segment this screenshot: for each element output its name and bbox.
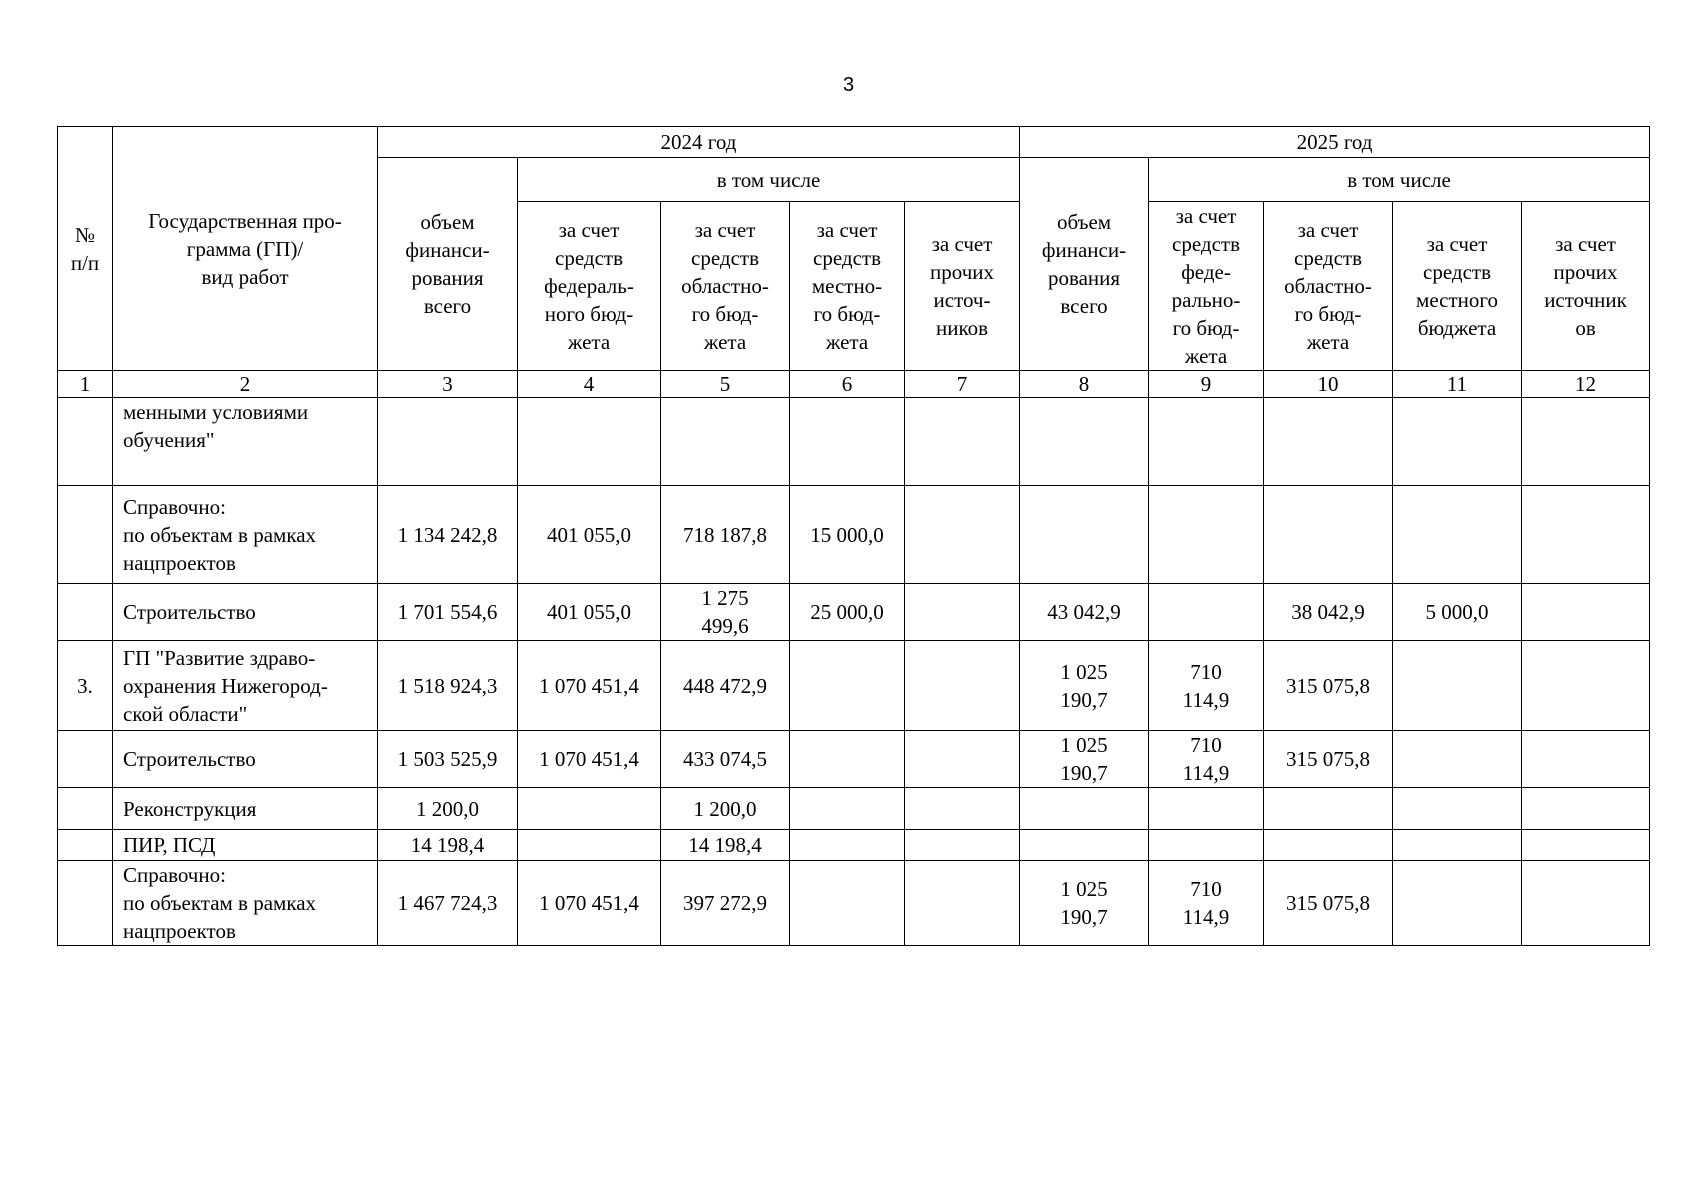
cell-2024-other	[905, 486, 1020, 584]
row-number	[58, 830, 113, 861]
cell-2025-other	[1522, 486, 1650, 584]
header-year-2024: 2024 год	[378, 127, 1020, 158]
row-name: Строительство	[113, 584, 378, 641]
col-number: 11	[1393, 371, 1522, 398]
header-2024-total: объем финанси- рования всего	[378, 158, 518, 371]
header-2025-incl: в том числе	[1149, 158, 1650, 202]
row-name: Справочно: по объектам в рамках нацпроектов	[113, 861, 378, 946]
col-number: 8	[1020, 371, 1149, 398]
row-number	[58, 584, 113, 641]
col-number: 5	[661, 371, 790, 398]
cell-2024-local: 25 000,0	[790, 584, 905, 641]
header-2025-total: объем финанси- рования всего	[1020, 158, 1149, 371]
cell-2025-total	[1020, 830, 1149, 861]
cell-2024-other	[905, 830, 1020, 861]
table-row	[58, 731, 1650, 788]
cell-2024-other	[905, 788, 1020, 830]
cell-2024-local	[790, 641, 905, 731]
cell-2024-total: 1 467 724,3	[378, 861, 518, 946]
col-number: 12	[1522, 371, 1650, 398]
cell-2025-local	[1393, 830, 1522, 861]
cell-2025-local	[1393, 731, 1522, 788]
cell-2025-total: 1 025 190,7	[1020, 861, 1149, 946]
header-year-2025: 2025 год	[1020, 127, 1650, 158]
table-row	[58, 398, 1650, 486]
col-number: 2	[113, 371, 378, 398]
cell-2025-regional: 315 075,8	[1264, 861, 1393, 946]
cell-2025-federal	[1149, 788, 1264, 830]
header-2024-incl: в том числе	[518, 158, 1020, 202]
cell-2024-regional: 448 472,9	[661, 641, 790, 731]
table-row	[58, 584, 1650, 641]
cell-2024-regional: 718 187,8	[661, 486, 790, 584]
cell-2024-local	[790, 861, 905, 946]
cell-2025-federal	[1149, 486, 1264, 584]
cell-2025-federal: 710 114,9	[1149, 731, 1264, 788]
table-row	[58, 788, 1650, 830]
page-number: 3	[842, 74, 855, 96]
cell-2024-other	[905, 641, 1020, 731]
header-col-name: Государственная про- грамма (ГП)/ вид работ	[113, 127, 378, 371]
cell-2025-federal: 710 114,9	[1149, 641, 1264, 731]
row-name: Реконструкция	[113, 788, 378, 830]
cell-2025-local	[1393, 641, 1522, 731]
row-number	[58, 398, 113, 486]
col-number: 4	[518, 371, 661, 398]
row-name: Строительство	[113, 731, 378, 788]
cell-2025-regional: 38 042,9	[1264, 584, 1393, 641]
cell-2025-federal	[1149, 398, 1264, 486]
row-number	[58, 788, 113, 830]
cell-2025-total: 1 025 190,7	[1020, 641, 1149, 731]
cell-2025-total	[1020, 788, 1149, 830]
col-number: 1	[58, 371, 113, 398]
row-number: 3.	[58, 641, 113, 731]
cell-2025-federal: 710 114,9	[1149, 861, 1264, 946]
cell-2024-federal: 1 070 451,4	[518, 731, 661, 788]
col-number: 3	[378, 371, 518, 398]
header-2024-local: за счет средств местно- го бюд- жета	[790, 202, 905, 371]
cell-2024-regional	[661, 398, 790, 486]
row-name: ПИР, ПСД	[113, 830, 378, 861]
cell-2025-other	[1522, 731, 1650, 788]
header-2025-local: за счет средств местного бюджета	[1393, 202, 1522, 371]
cell-2025-regional	[1264, 398, 1393, 486]
row-name: Справочно: по объектам в рамках нацпроектов	[113, 486, 378, 584]
row-number	[58, 486, 113, 584]
cell-2025-regional: 315 075,8	[1264, 641, 1393, 731]
header-2024-other: за счет прочих источ- ников	[905, 202, 1020, 371]
cell-2024-other	[905, 584, 1020, 641]
cell-2024-local	[790, 830, 905, 861]
cell-2025-total: 43 042,9	[1020, 584, 1149, 641]
cell-2024-local	[790, 398, 905, 486]
cell-2024-other	[905, 731, 1020, 788]
cell-2025-local	[1393, 398, 1522, 486]
financing-table	[57, 126, 1650, 946]
header-col-no: № п/п	[58, 127, 113, 371]
cell-2024-total: 1 503 525,9	[378, 731, 518, 788]
cell-2025-local: 5 000,0	[1393, 584, 1522, 641]
table-row	[58, 486, 1650, 584]
cell-2024-federal	[518, 398, 661, 486]
header-2025-other: за счет прочих источник ов	[1522, 202, 1650, 371]
cell-2024-total: 14 198,4	[378, 830, 518, 861]
cell-2024-total: 1 134 242,8	[378, 486, 518, 584]
cell-2024-federal: 401 055,0	[518, 486, 661, 584]
cell-2024-federal: 1 070 451,4	[518, 861, 661, 946]
cell-2025-regional: 315 075,8	[1264, 731, 1393, 788]
cell-2024-regional: 433 074,5	[661, 731, 790, 788]
header-2025-regional: за счет средств областно- го бюд- жета	[1264, 202, 1393, 371]
cell-2024-federal: 401 055,0	[518, 584, 661, 641]
header-2025-federal: за счет средств феде- рально- го бюд- жета	[1149, 202, 1264, 371]
row-number	[58, 731, 113, 788]
cell-2024-other	[905, 861, 1020, 946]
cell-2024-federal: 1 070 451,4	[518, 641, 661, 731]
cell-2025-federal	[1149, 830, 1264, 861]
table-row	[58, 830, 1650, 861]
cell-2024-regional: 397 272,9	[661, 861, 790, 946]
header-row-years	[58, 127, 1650, 158]
cell-2025-regional	[1264, 830, 1393, 861]
cell-2024-total: 1 701 554,6	[378, 584, 518, 641]
cell-2025-local	[1393, 861, 1522, 946]
cell-2025-total	[1020, 398, 1149, 486]
cell-2024-regional: 14 198,4	[661, 830, 790, 861]
cell-2025-federal	[1149, 584, 1264, 641]
header-2024-regional: за счет средств областно- го бюд- жета	[661, 202, 790, 371]
cell-2025-total: 1 025 190,7	[1020, 731, 1149, 788]
cell-2024-total: 1 518 924,3	[378, 641, 518, 731]
cell-2024-federal	[518, 830, 661, 861]
cell-2025-regional	[1264, 486, 1393, 584]
column-number-row	[58, 371, 1650, 398]
cell-2024-other	[905, 398, 1020, 486]
cell-2024-local	[790, 788, 905, 830]
cell-2025-other	[1522, 830, 1650, 861]
cell-2025-local	[1393, 486, 1522, 584]
table-row	[58, 861, 1650, 946]
cell-2025-other	[1522, 788, 1650, 830]
row-name: ГП "Развитие здраво- охранения Нижегород- ской области"	[113, 641, 378, 731]
cell-2025-other	[1522, 641, 1650, 731]
cell-2024-federal	[518, 788, 661, 830]
col-number: 6	[790, 371, 905, 398]
cell-2025-regional	[1264, 788, 1393, 830]
row-name: менными условиями обучения"	[113, 398, 378, 486]
cell-2024-local	[790, 731, 905, 788]
cell-2024-local: 15 000,0	[790, 486, 905, 584]
cell-2025-local	[1393, 788, 1522, 830]
row-number	[58, 861, 113, 946]
cell-2024-regional: 1 200,0	[661, 788, 790, 830]
cell-2025-other	[1522, 398, 1650, 486]
cell-2025-other	[1522, 861, 1650, 946]
col-number: 9	[1149, 371, 1264, 398]
cell-2025-total	[1020, 486, 1149, 584]
col-number: 7	[905, 371, 1020, 398]
cell-2024-total	[378, 398, 518, 486]
cell-2024-regional: 1 275 499,6	[661, 584, 790, 641]
header-2024-federal: за счет средств федераль- ного бюд- жета	[518, 202, 661, 371]
cell-2025-other	[1522, 584, 1650, 641]
col-number: 10	[1264, 371, 1393, 398]
cell-2024-total: 1 200,0	[378, 788, 518, 830]
table-row	[58, 641, 1650, 731]
